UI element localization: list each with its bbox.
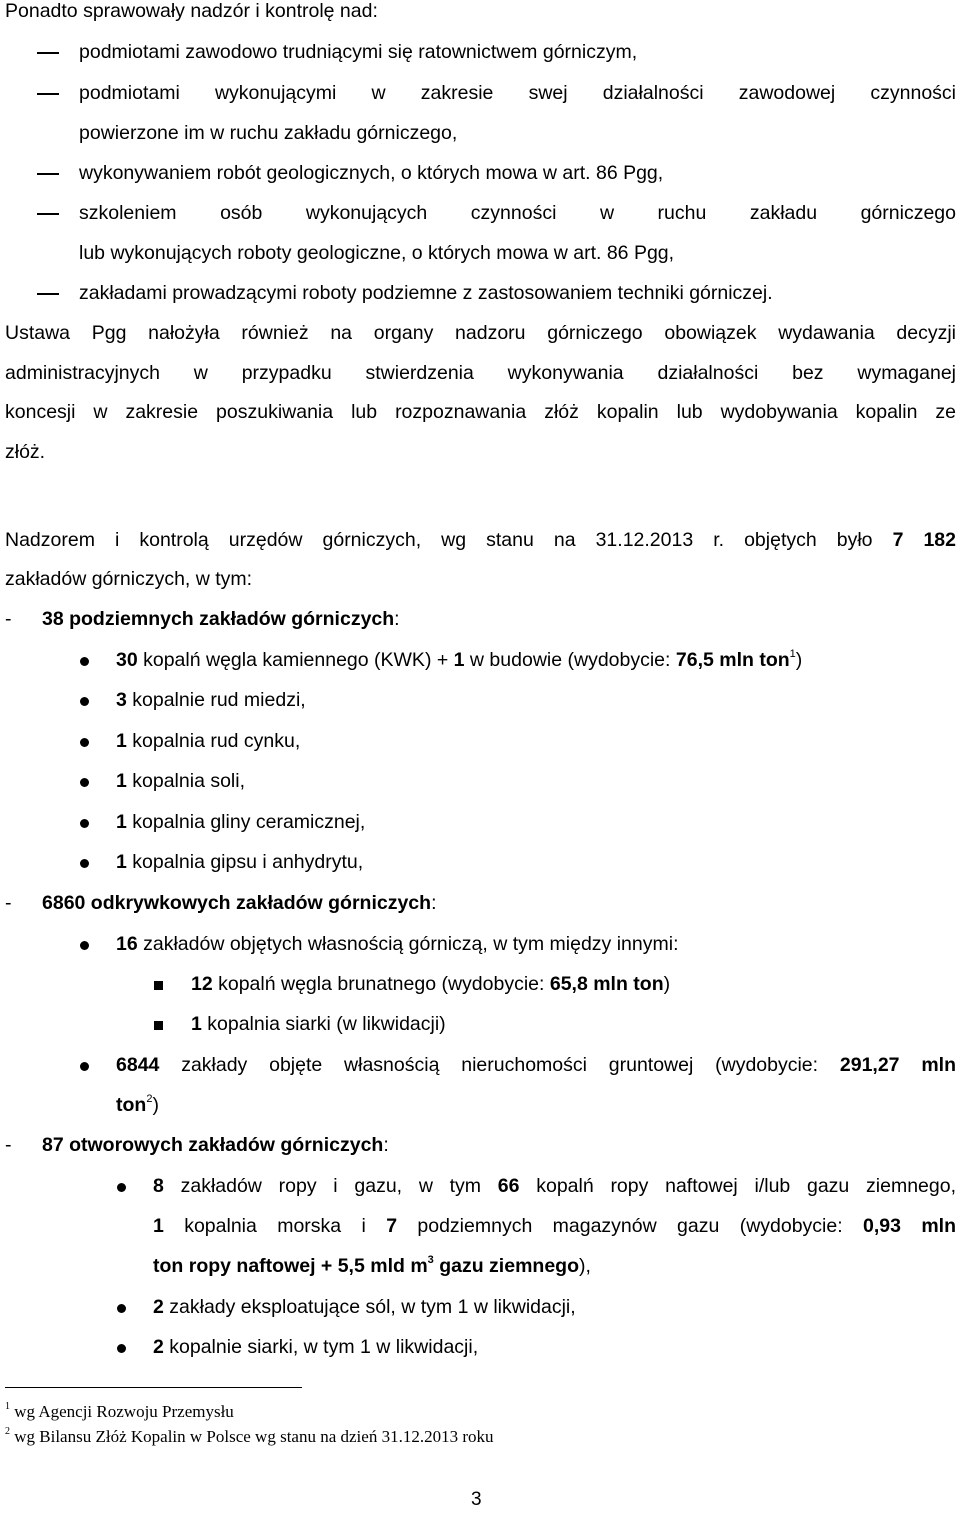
- round-bullet: [80, 819, 89, 828]
- item-mining-property: 16 zakładów objętych własnością górniczą, w tym między innymi:: [116, 933, 679, 955]
- item-salt-plants: 2 zakłady eksploatujące sól, w tym 1 w likwidacji,: [153, 1296, 576, 1318]
- item-oil-gas-line2: 1 kopalnia morska i 7 podziemnych magazynów gazu (wydobycie: 0,93 mln: [153, 1215, 956, 1237]
- item-copper-mines: 3 kopalnie rud miedzi,: [116, 689, 306, 711]
- footnote-1: $^1$ wg Agencji Rozwoju Przemysłu: [5, 1401, 234, 1421]
- round-bullet: [80, 778, 89, 787]
- group-hyphen: -: [5, 608, 12, 630]
- square-bullet: [154, 981, 163, 990]
- round-bullet: [117, 1344, 126, 1353]
- item-land-property-line2: ton$^2$): [116, 1093, 159, 1116]
- footnote-separator: [5, 1387, 302, 1388]
- round-bullet: [80, 859, 89, 868]
- group-openpit-heading: 6860 odkrywkowych zakładów górniczych:: [42, 892, 437, 914]
- dash-item-entities-line2: powierzone im w ruchu zakładu górniczego,: [79, 122, 458, 144]
- para1-line3: koncesji w zakresie poszukiwania lub rozpoznawania złóż kopalin lub wydobywania kopalin ze: [5, 401, 956, 423]
- dash-item-training-line2: lub wykonujących roboty geologiczne, o których mowa w art. 86 Pgg,: [79, 242, 675, 264]
- item-gypsum-mine: 1 kopalnia gipsu i anhydrytu,: [116, 851, 364, 873]
- round-bullet: [80, 738, 89, 747]
- group-underground-heading: 38 podziemnych zakładów górniczych:: [42, 608, 400, 630]
- group-borehole-heading: 87 otworowych zakładów górniczych:: [42, 1134, 389, 1156]
- round-bullet: [80, 941, 89, 950]
- square-bullet: [154, 1021, 163, 1030]
- page-number: 3: [471, 1489, 482, 1510]
- para1-line4: złóż.: [5, 441, 46, 463]
- dash-item-entities-line1: podmiotami wykonującymi w zakresie swej działalności zawodowej czynności: [79, 82, 956, 104]
- dash-item-rescue: podmiotami zawodowo trudniącymi się ratownictwem górniczym,: [79, 41, 638, 63]
- item-sulphur-mine: 1 kopalnia siarki (w likwidacji): [191, 1013, 446, 1035]
- round-bullet: [80, 1062, 89, 1071]
- dash-item-geological: wykonywaniem robót geologicznych, o których mowa w art. 86 Pgg,: [79, 162, 664, 184]
- para2-line2: zakładów górniczych, w tym:: [5, 568, 253, 590]
- item-oil-gas-line1: 8 zakładów ropy i gazu, w tym 66 kopalń ropy naftowej i/lub gazu ziemnego,: [153, 1175, 956, 1197]
- intro-text: Ponadto sprawowały nadzór i kontrolę nad:: [5, 0, 378, 22]
- item-oil-gas-line3: ton ropy naftowej + 5,5 mld $m^3$ gazu ziemnego),: [153, 1254, 591, 1277]
- item-hard-coal-mines: 30 kopalń węgla kamiennego (KWK) + 1 w budowie (wydobycie: 76,5 mln ton$^1$): [116, 648, 803, 671]
- group-hyphen: -: [5, 1134, 12, 1156]
- para1-line2: administracyjnych w przypadku stwierdzenia wykonywania działalności bez wymaganej: [5, 362, 956, 384]
- round-bullet: [80, 657, 89, 666]
- dash-item-underground: zakładami prowadzącymi roboty podziemne z zastosowaniem techniki górniczej.: [79, 282, 773, 304]
- dash-bullet: [37, 173, 59, 175]
- item-zinc-mine: 1 kopalnia rud cynku,: [116, 730, 301, 752]
- footnote-2: $^2$ wg Bilansu Złóż Kopalin w Polsce wg stanu na dzień 31.12.2013 roku: [5, 1426, 494, 1446]
- dash-bullet: [37, 293, 59, 295]
- dash-item-training-line1: szkoleniem osób wykonujących czynności w ruchu zakładu górniczego: [79, 202, 956, 224]
- item-sulphur-mines: 2 kopalnie siarki, w tym 1 w likwidacji,: [153, 1336, 479, 1358]
- item-lignite-mines: 12 kopalń węgla brunatnego (wydobycie: 65,8 mln ton): [191, 973, 671, 995]
- item-clay-mine: 1 kopalnia gliny ceramicznej,: [116, 811, 366, 833]
- round-bullet: [117, 1183, 126, 1192]
- dash-bullet: [37, 213, 59, 215]
- para2-line1: Nadzorem i kontrolą urzędów górniczych, wg stanu na 31.12.2013 r. objętych było 7 182: [5, 529, 956, 551]
- round-bullet: [80, 697, 89, 706]
- dash-bullet: [37, 52, 59, 54]
- round-bullet: [117, 1304, 126, 1313]
- para1-line1: Ustawa Pgg nałożyła również na organy nadzoru górniczego obowiązek wydawania decyzji: [5, 322, 956, 344]
- dash-bullet: [37, 93, 59, 95]
- item-salt-mine: 1 kopalnia soli,: [116, 770, 246, 792]
- group-hyphen: -: [5, 892, 12, 914]
- item-land-property-line1: 6844 zakłady objęte własnością nieruchomości gruntowej (wydobycie: 291,27 mln: [116, 1054, 956, 1076]
